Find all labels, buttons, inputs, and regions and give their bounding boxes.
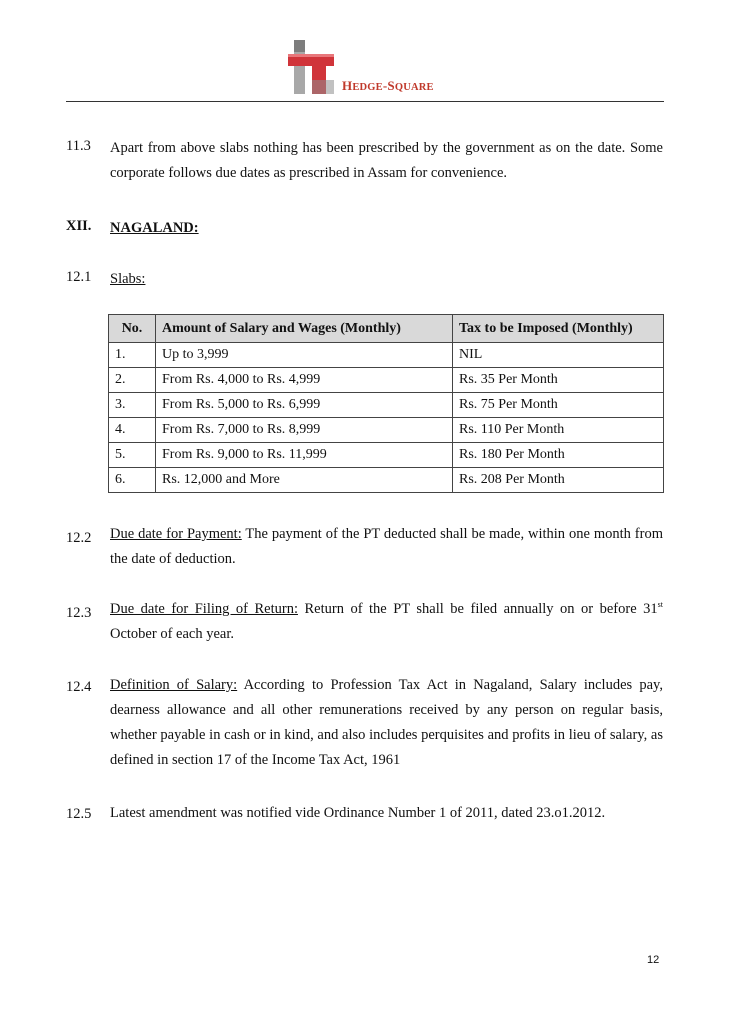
section-text: Apart from above slabs nothing has been prescribed by the government as on the date. Some corporate follows due dates as prescribed in Assam for convenience. <box>110 140 663 181</box>
table-row <box>109 343 664 368</box>
column-header: Tax to be Imposed (Monthly) <box>453 315 664 343</box>
section-body: October of each year. <box>110 626 234 642</box>
section-number: 12.1 <box>66 269 92 285</box>
table-cell: From Rs. 7,000 to Rs. 8,999 <box>156 418 453 443</box>
section-number: 12.2 <box>66 530 92 546</box>
brand-name: HEDGE-SQUARE <box>342 78 434 93</box>
table-cell: Up to 3,999 <box>156 343 453 368</box>
table-cell: From Rs. 9,000 to Rs. 11,999 <box>156 443 453 468</box>
section-body: The payment of the PT deducted shall be made, within one month from the date of deduction. <box>110 526 663 567</box>
table-header-row <box>109 315 664 343</box>
table-row <box>109 468 664 493</box>
table-row <box>109 443 664 468</box>
table-cell: Rs. 110 Per Month <box>453 418 664 443</box>
table-cell: Rs. 12,000 and More <box>156 468 453 493</box>
table-cell: 3. <box>109 393 156 418</box>
section-text: Latest amendment was notified vide Ordinance Number 1 of 2011, dated 23.o1.2012. <box>110 805 606 821</box>
column-header: No. <box>109 315 156 343</box>
table-cell: Rs. 75 Per Month <box>453 393 664 418</box>
section-number: 12.5 <box>66 806 92 822</box>
section-text <box>110 597 663 647</box>
table-row <box>109 393 664 418</box>
table-cell: From Rs. 4,000 to Rs. 4,999 <box>156 368 453 393</box>
table-row <box>109 368 664 393</box>
table-cell: 5. <box>109 443 156 468</box>
section-label: Due date for Payment: <box>110 526 242 542</box>
section-label: Definition of Salary: <box>110 677 238 693</box>
column-header: Amount of Salary and Wages (Monthly) <box>156 315 453 343</box>
table-cell: 2. <box>109 368 156 393</box>
section-number: 12.3 <box>66 605 92 621</box>
section-label: Due date for Filing of Return: <box>110 601 298 617</box>
section-body: According to Profession Tax Act in Nagaland, Salary includes pay, dearness allowance and all other remunerations received by any person on regular basis, whether payable in cash or in kind, and also includes perquisites and profits in lieu of salary, as defined in section 17 of the Income Tax Act, 1961 <box>110 677 663 768</box>
chapter-title: NAGALAND: <box>110 220 199 236</box>
hedge-square-logo-icon <box>288 40 334 94</box>
section-text <box>110 673 663 773</box>
chapter-number: XII. <box>66 218 92 234</box>
table-cell: NIL <box>453 343 664 368</box>
table-cell: Rs. 208 Per Month <box>453 468 664 493</box>
table-cell: Rs. 180 Per Month <box>453 443 664 468</box>
superscript: st <box>657 600 663 610</box>
table-cell: Rs. 35 Per Month <box>453 368 664 393</box>
table-cell: 6. <box>109 468 156 493</box>
table-cell: 4. <box>109 418 156 443</box>
table-cell: 1. <box>109 343 156 368</box>
section-body: Return of the PT shall be filed annually on or before 31 <box>297 601 658 617</box>
table-row <box>109 418 664 443</box>
slabs-table <box>108 314 664 493</box>
header-rule <box>66 101 664 102</box>
section-number: 11.3 <box>66 138 91 154</box>
section-text <box>110 522 663 572</box>
table-cell: From Rs. 5,000 to Rs. 6,999 <box>156 393 453 418</box>
page-number: 12 <box>647 954 660 966</box>
section-title: Slabs: <box>110 271 146 287</box>
section-number: 12.4 <box>66 679 92 695</box>
